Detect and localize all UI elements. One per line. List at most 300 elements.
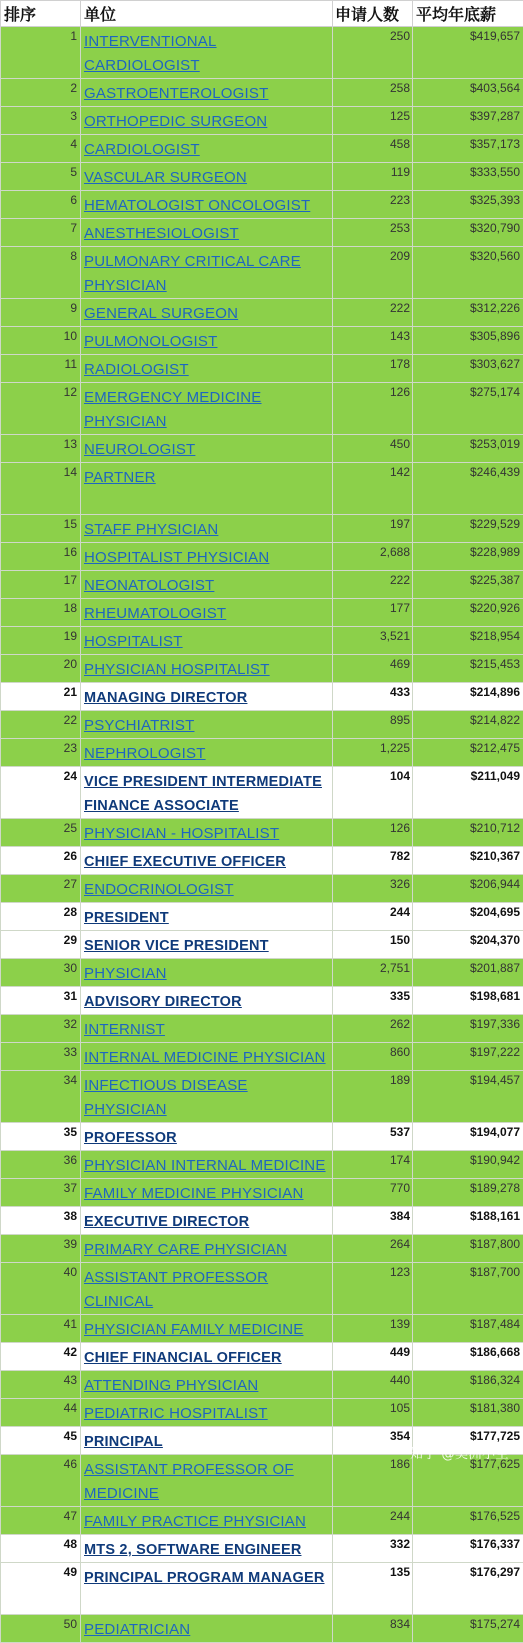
title-cell: [81, 247, 333, 299]
job-title-link[interactable]: PRIMARY CARE PHYSICIAN: [84, 1241, 287, 1258]
rank-cell: 37: [1, 1179, 81, 1207]
applicants-cell: 440: [333, 1371, 413, 1399]
salary-cell: $220,926: [413, 599, 523, 627]
title-cell: [81, 571, 333, 599]
table-row: [1, 1563, 523, 1615]
salary-cell: $275,174: [413, 383, 523, 435]
job-title-link[interactable]: GASTROENTEROLOGIST: [84, 85, 268, 102]
rank-cell: 22: [1, 711, 81, 739]
applicants-cell: 895: [333, 711, 413, 739]
rank-cell: 48: [1, 1535, 81, 1563]
job-title-link[interactable]: VASCULAR SURGEON: [84, 169, 247, 186]
applicants-cell: 150: [333, 931, 413, 959]
applicants-cell: 449: [333, 1343, 413, 1371]
rank-cell: 5: [1, 163, 81, 191]
applicants-cell: 264: [333, 1235, 413, 1263]
job-title-link[interactable]: RADIOLOGIST: [84, 361, 189, 378]
table-row: [1, 767, 523, 819]
job-title-link[interactable]: INTERVENTIONAL CARDIOLOGIST: [84, 33, 217, 74]
salary-cell: $204,695: [413, 903, 523, 931]
job-title-link[interactable]: ANESTHESIOLOGIST: [84, 225, 239, 242]
job-title-link[interactable]: CHIEF FINANCIAL OFFICER: [84, 1350, 282, 1366]
title-cell: [81, 1507, 333, 1535]
title-cell: [81, 1315, 333, 1343]
table-row: [1, 1015, 523, 1043]
applicants-cell: 123: [333, 1263, 413, 1315]
table-body: [1, 27, 523, 1643]
job-title-link[interactable]: SENIOR VICE PRESIDENT: [84, 938, 269, 954]
title-cell: [81, 435, 333, 463]
salary-cell: $186,668: [413, 1343, 523, 1371]
job-title-link[interactable]: PEDIATRIC HOSPITALIST: [84, 1405, 268, 1422]
applicants-cell: 197: [333, 515, 413, 543]
rank-cell: 11: [1, 355, 81, 383]
salary-cell: $228,989: [413, 543, 523, 571]
salary-cell: $303,627: [413, 355, 523, 383]
rank-cell: 21: [1, 683, 81, 711]
salary-cell: $253,019: [413, 435, 523, 463]
header-row: [1, 1, 523, 27]
job-title-link[interactable]: HOSPITALIST PHYSICIAN: [84, 549, 269, 566]
table-row: [1, 711, 523, 739]
salary-cell: $210,367: [413, 847, 523, 875]
job-title-link[interactable]: INFECTIOUS DISEASE PHYSICIAN: [84, 1077, 248, 1118]
salary-cell: $312,226: [413, 299, 523, 327]
table-row: [1, 1371, 523, 1399]
applicants-cell: 174: [333, 1151, 413, 1179]
table-row: [1, 515, 523, 543]
applicants-cell: 258: [333, 79, 413, 107]
salary-cell: $187,800: [413, 1235, 523, 1263]
applicants-cell: 458: [333, 135, 413, 163]
applicants-cell: 384: [333, 1207, 413, 1235]
header-applicants: 申请人数: [333, 1, 413, 27]
salary-cell: $176,297: [413, 1563, 523, 1615]
rank-cell: 8: [1, 247, 81, 299]
job-title-link[interactable]: STAFF PHYSICIAN: [84, 521, 218, 538]
salary-cell: $397,287: [413, 107, 523, 135]
table-row: [1, 599, 523, 627]
title-cell: [81, 819, 333, 847]
table-row: [1, 571, 523, 599]
salary-cell: $206,944: [413, 875, 523, 903]
title-cell: [81, 931, 333, 959]
salary-cell: $198,681: [413, 987, 523, 1015]
title-cell: [81, 1343, 333, 1371]
job-title-link[interactable]: INTERNAL MEDICINE PHYSICIAN: [84, 1049, 326, 1066]
job-title-link[interactable]: PHYSICIAN - HOSPITALIST: [84, 825, 279, 842]
job-title-link[interactable]: HOSPITALIST: [84, 633, 183, 650]
table-row: [1, 819, 523, 847]
table-row: [1, 1615, 523, 1643]
rank-cell: 26: [1, 847, 81, 875]
job-title-link[interactable]: PHYSICIAN HOSPITALIST: [84, 661, 270, 678]
salary-cell: $214,896: [413, 683, 523, 711]
table-row: [1, 1123, 523, 1151]
job-title-link[interactable]: PULMONARY CRITICAL CARE PHYSICIAN: [84, 253, 301, 294]
salary-cell: $325,393: [413, 191, 523, 219]
title-cell: [81, 1151, 333, 1179]
title-cell: [81, 875, 333, 903]
applicants-cell: 354: [333, 1427, 413, 1455]
rank-cell: 9: [1, 299, 81, 327]
title-cell: [81, 1179, 333, 1207]
salary-cell: $215,453: [413, 655, 523, 683]
applicants-cell: 770: [333, 1179, 413, 1207]
job-title-link[interactable]: EXECUTIVE DIRECTOR: [84, 1214, 249, 1230]
rank-cell: 33: [1, 1043, 81, 1071]
applicants-cell: 244: [333, 1507, 413, 1535]
salary-cell: $211,049: [413, 767, 523, 819]
job-title-link[interactable]: PRINCIPAL PROGRAM MANAGER: [84, 1570, 325, 1586]
salary-cell: $214,822: [413, 711, 523, 739]
applicants-cell: 2,751: [333, 959, 413, 987]
rank-cell: 4: [1, 135, 81, 163]
salary-cell: $218,954: [413, 627, 523, 655]
title-cell: [81, 1535, 333, 1563]
title-cell: [81, 299, 333, 327]
job-title-link[interactable]: ORTHOPEDIC SURGEON: [84, 113, 267, 130]
table-row: [1, 959, 523, 987]
job-title-link[interactable]: PROFESSOR: [84, 1130, 177, 1146]
watermark: 知乎 @美洲小生: [410, 1443, 509, 1462]
job-title-link[interactable]: GENERAL SURGEON: [84, 305, 238, 322]
rank-cell: 39: [1, 1235, 81, 1263]
applicants-cell: 223: [333, 191, 413, 219]
job-title-link[interactable]: HEMATOLOGIST ONCOLOGIST: [84, 197, 310, 214]
job-title-link[interactable]: ADVISORY DIRECTOR: [84, 994, 242, 1010]
rank-cell: 1: [1, 27, 81, 79]
salary-cell: $187,484: [413, 1315, 523, 1343]
table-row: [1, 847, 523, 875]
table-row: [1, 1343, 523, 1371]
header-rank: 排序: [1, 1, 81, 27]
rank-cell: 42: [1, 1343, 81, 1371]
title-cell: [81, 107, 333, 135]
table-row: [1, 135, 523, 163]
rank-cell: 27: [1, 875, 81, 903]
applicants-cell: 126: [333, 819, 413, 847]
table-row: [1, 435, 523, 463]
job-title-link[interactable]: VICE PRESIDENT INTERMEDIATE FINANCE ASSOCIATE: [84, 774, 322, 814]
job-title-link[interactable]: PSYCHIATRIST: [84, 717, 194, 734]
applicants-cell: 222: [333, 299, 413, 327]
rank-cell: 36: [1, 1151, 81, 1179]
table-row: [1, 1151, 523, 1179]
job-title-link[interactable]: PHYSICIAN FAMILY MEDICINE: [84, 1321, 304, 1338]
applicants-cell: 105: [333, 1399, 413, 1427]
title-cell: [81, 711, 333, 739]
rank-cell: 17: [1, 571, 81, 599]
table-row: [1, 627, 523, 655]
table-row: [1, 903, 523, 931]
rank-cell: 30: [1, 959, 81, 987]
table-row: [1, 247, 523, 299]
rank-cell: 15: [1, 515, 81, 543]
applicants-cell: 834: [333, 1615, 413, 1643]
title-cell: [81, 1015, 333, 1043]
applicants-cell: 469: [333, 655, 413, 683]
job-title-link[interactable]: PARTNER: [84, 469, 156, 486]
applicants-cell: 860: [333, 1043, 413, 1071]
rank-cell: 16: [1, 543, 81, 571]
applicants-cell: 332: [333, 1535, 413, 1563]
applicants-cell: 3,521: [333, 627, 413, 655]
salary-cell: $246,439: [413, 463, 523, 515]
title-cell: [81, 1043, 333, 1071]
salary-cell: $403,564: [413, 79, 523, 107]
table-row: [1, 1179, 523, 1207]
applicants-cell: 209: [333, 247, 413, 299]
rank-cell: 31: [1, 987, 81, 1015]
rank-cell: 38: [1, 1207, 81, 1235]
table-row: [1, 543, 523, 571]
job-title-link[interactable]: ASSISTANT PROFESSOR OF MEDICINE: [84, 1461, 294, 1502]
job-title-link[interactable]: PHYSICIAN INTERNAL MEDICINE: [84, 1157, 326, 1174]
rank-cell: 35: [1, 1123, 81, 1151]
title-cell: [81, 1615, 333, 1643]
rank-cell: 43: [1, 1371, 81, 1399]
applicants-cell: 222: [333, 571, 413, 599]
table-row: [1, 191, 523, 219]
job-title-link[interactable]: NEUROLOGIST: [84, 441, 195, 458]
table-row: [1, 1535, 523, 1563]
salary-cell: $177,725: [413, 1427, 523, 1455]
table-row: [1, 655, 523, 683]
salary-cell: $188,161: [413, 1207, 523, 1235]
title-cell: [81, 987, 333, 1015]
title-cell: [81, 655, 333, 683]
rank-cell: 50: [1, 1615, 81, 1643]
salary-cell: $201,887: [413, 959, 523, 987]
title-cell: [81, 847, 333, 875]
job-title-link[interactable]: ATTENDING PHYSICIAN: [84, 1377, 258, 1394]
title-cell: [81, 543, 333, 571]
table-row: [1, 1207, 523, 1235]
table-row: [1, 987, 523, 1015]
table-row: [1, 739, 523, 767]
rank-cell: 46: [1, 1455, 81, 1507]
table-row: [1, 875, 523, 903]
rank-cell: 41: [1, 1315, 81, 1343]
title-cell: [81, 163, 333, 191]
title-cell: [81, 1235, 333, 1263]
salary-cell: $194,077: [413, 1123, 523, 1151]
applicants-cell: 139: [333, 1315, 413, 1343]
title-cell: [81, 383, 333, 435]
salary-cell: $212,475: [413, 739, 523, 767]
job-title-link[interactable]: ENDOCRINOLOGIST: [84, 881, 234, 898]
rank-cell: 18: [1, 599, 81, 627]
applicants-cell: 104: [333, 767, 413, 819]
title-cell: [81, 135, 333, 163]
rank-cell: 13: [1, 435, 81, 463]
rank-cell: 6: [1, 191, 81, 219]
title-cell: [81, 1263, 333, 1315]
applicants-cell: 433: [333, 683, 413, 711]
job-title-link[interactable]: MANAGING DIRECTOR: [84, 690, 247, 706]
salary-cell: $176,525: [413, 1507, 523, 1535]
job-title-link[interactable]: PEDIATRICIAN: [84, 1621, 190, 1638]
salary-cell: $197,222: [413, 1043, 523, 1071]
salary-cell: $190,942: [413, 1151, 523, 1179]
table-row: [1, 931, 523, 959]
title-cell: [81, 599, 333, 627]
salary-cell: $177,625: [413, 1455, 523, 1507]
salary-cell: $176,337: [413, 1535, 523, 1563]
applicants-cell: 143: [333, 327, 413, 355]
applicants-cell: 782: [333, 847, 413, 875]
table-row: [1, 107, 523, 135]
salary-cell: $189,278: [413, 1179, 523, 1207]
table-row: [1, 463, 523, 515]
rank-cell: 3: [1, 107, 81, 135]
applicants-cell: 178: [333, 355, 413, 383]
table-row: [1, 1315, 523, 1343]
title-cell: [81, 79, 333, 107]
salary-cell: $175,274: [413, 1615, 523, 1643]
rank-cell: 2: [1, 79, 81, 107]
table-row: [1, 163, 523, 191]
title-cell: [81, 1123, 333, 1151]
title-cell: [81, 1371, 333, 1399]
title-cell: [81, 191, 333, 219]
applicants-cell: 253: [333, 219, 413, 247]
job-title-link[interactable]: RHEUMATOLOGIST: [84, 605, 226, 622]
title-cell: [81, 739, 333, 767]
table-row: [1, 79, 523, 107]
job-title-link[interactable]: CHIEF EXECUTIVE OFFICER: [84, 854, 286, 870]
title-cell: [81, 1563, 333, 1615]
rank-cell: 44: [1, 1399, 81, 1427]
rank-cell: 23: [1, 739, 81, 767]
title-cell: [81, 515, 333, 543]
applicants-cell: 125: [333, 107, 413, 135]
rank-cell: 25: [1, 819, 81, 847]
applicants-cell: 189: [333, 1071, 413, 1123]
table-row: [1, 1043, 523, 1071]
job-title-link[interactable]: INTERNIST: [84, 1021, 165, 1038]
rank-cell: 32: [1, 1015, 81, 1043]
title-cell: [81, 903, 333, 931]
applicants-cell: 142: [333, 463, 413, 515]
applicants-cell: 186: [333, 1455, 413, 1507]
rank-cell: 47: [1, 1507, 81, 1535]
title-cell: [81, 355, 333, 383]
salary-cell: $320,560: [413, 247, 523, 299]
job-title-link[interactable]: ASSISTANT PROFESSOR CLINICAL: [84, 1269, 268, 1310]
rank-cell: 40: [1, 1263, 81, 1315]
title-cell: [81, 767, 333, 819]
applicants-cell: 177: [333, 599, 413, 627]
table-row: [1, 1507, 523, 1535]
table-row: [1, 1235, 523, 1263]
salary-cell: $181,380: [413, 1399, 523, 1427]
applicants-cell: 135: [333, 1563, 413, 1615]
salary-cell: $204,370: [413, 931, 523, 959]
job-title-link[interactable]: MTS 2, SOFTWARE ENGINEER: [84, 1542, 302, 1558]
header-title: 单位: [81, 1, 333, 27]
rank-cell: 45: [1, 1427, 81, 1455]
salary-cell: $225,387: [413, 571, 523, 599]
salary-cell: $187,700: [413, 1263, 523, 1315]
job-title-link[interactable]: NEPHROLOGIST: [84, 745, 206, 762]
rank-cell: 28: [1, 903, 81, 931]
job-title-link[interactable]: EMERGENCY MEDICINE PHYSICIAN: [84, 389, 262, 430]
salary-cell: $186,324: [413, 1371, 523, 1399]
rank-cell: 49: [1, 1563, 81, 1615]
table-row: [1, 27, 523, 79]
applicants-cell: 450: [333, 435, 413, 463]
rank-cell: 12: [1, 383, 81, 435]
applicants-cell: 1,225: [333, 739, 413, 767]
table-row: [1, 1399, 523, 1427]
title-cell: [81, 1427, 333, 1455]
applicants-cell: 119: [333, 163, 413, 191]
salary-cell: $333,550: [413, 163, 523, 191]
applicants-cell: 537: [333, 1123, 413, 1151]
job-title-link[interactable]: NEONATOLOGIST: [84, 577, 214, 594]
table-row: [1, 1263, 523, 1315]
title-cell: [81, 1455, 333, 1507]
rank-cell: 19: [1, 627, 81, 655]
salary-cell: $194,457: [413, 1071, 523, 1123]
title-cell: [81, 627, 333, 655]
title-cell: [81, 1071, 333, 1123]
job-title-link[interactable]: CARDIOLOGIST: [84, 141, 200, 158]
job-title-link[interactable]: PHYSICIAN: [84, 965, 167, 982]
applicants-cell: 2,688: [333, 543, 413, 571]
applicants-cell: 244: [333, 903, 413, 931]
table-row: [1, 327, 523, 355]
salary-cell: $197,336: [413, 1015, 523, 1043]
salary-cell: $229,529: [413, 515, 523, 543]
rank-cell: 20: [1, 655, 81, 683]
salary-cell: $210,712: [413, 819, 523, 847]
job-title-link[interactable]: FAMILY PRACTICE PHYSICIAN: [84, 1513, 306, 1530]
rank-cell: 29: [1, 931, 81, 959]
title-cell: [81, 463, 333, 515]
job-title-link[interactable]: FAMILY MEDICINE PHYSICIAN: [84, 1185, 304, 1202]
salary-cell: $320,790: [413, 219, 523, 247]
table-row: [1, 683, 523, 711]
job-title-link[interactable]: PULMONOLOGIST: [84, 333, 217, 350]
applicants-cell: 262: [333, 1015, 413, 1043]
applicants-cell: 126: [333, 383, 413, 435]
applicants-cell: 326: [333, 875, 413, 903]
rank-cell: 24: [1, 767, 81, 819]
table-row: [1, 1455, 523, 1507]
table-row: [1, 1071, 523, 1123]
header-salary: 平均年底薪: [413, 1, 523, 27]
job-title-link[interactable]: PRESIDENT: [84, 910, 169, 926]
title-cell: [81, 27, 333, 79]
table-row: [1, 219, 523, 247]
title-cell: [81, 327, 333, 355]
title-cell: [81, 219, 333, 247]
table-row: [1, 383, 523, 435]
salary-cell: $357,173: [413, 135, 523, 163]
applicants-cell: 250: [333, 27, 413, 79]
job-title-link[interactable]: PRINCIPAL: [84, 1434, 163, 1450]
salary-cell: $305,896: [413, 327, 523, 355]
rank-cell: 7: [1, 219, 81, 247]
rank-cell: 10: [1, 327, 81, 355]
table-row: [1, 355, 523, 383]
title-cell: [81, 1399, 333, 1427]
salary-cell: $419,657: [413, 27, 523, 79]
rank-cell: 14: [1, 463, 81, 515]
